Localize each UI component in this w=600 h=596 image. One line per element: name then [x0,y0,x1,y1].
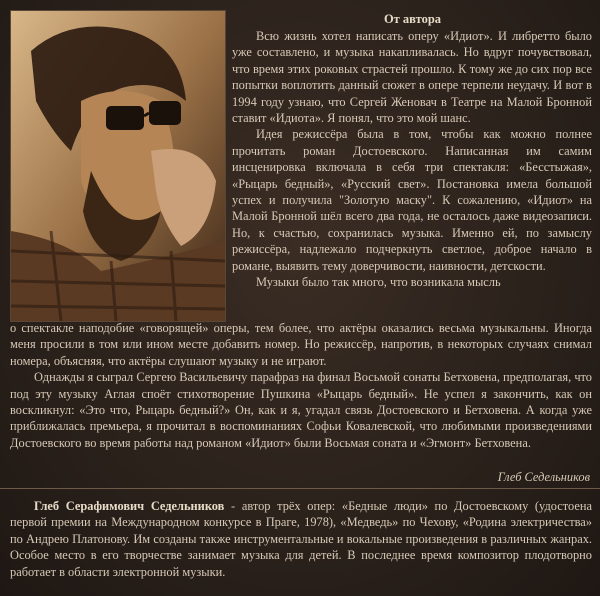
section-title: От автора [383,12,442,26]
full-width-text [10,320,592,451]
composer-bio [10,498,592,580]
paragraph-3-continued: о спектакле наподобие «говорящей» оперы, тем более, что актёры оказались весьма музыкальны. Иногда меня просили в том или ином месте добавить номер. Но режиссёр, напротив, в некоторых случаях снимал номера, объясняя, что актёры слушают музыку и не играют. [10,321,592,368]
divider [0,488,600,489]
author-signature: Глеб Седельников [497,470,590,484]
author-portrait-image [11,11,225,321]
paragraph-2: Идея режиссёра была в том, чтобы как можно полнее прочитать роман Достоевского. Написанная им самим инсценировка включала в себя три спектакля: «Бесстыжая», «Рыцарь бедный», «Русский свет». Постановка имела большой успех и получила "Золотую маску". К сожалению, «Идиот» на Малой Бронной шёл всего два года, не осталось даже видеозаписи. Но, к счастью, сохранилась музыка. Именно ей, по замыслу режиссёра, надлежало подчеркнуть светлое, доброе начало в романе, выявить тему доверчивости, наивности, детскости. [232,127,592,273]
author-photo [10,10,226,322]
paragraph-3-start: Музыки было так много, что возникала мысль [256,275,501,290]
bio-name: Глеб Серафимович Седельников [34,499,225,513]
bio-text: - автор трёх опер: «Бедные люди» по Достоевскому (удостоена первой премии на Международном конкурсе в Праге, 1978), «Медведь» по Чехову, «Родина электричества» по Андрею Платонову. Им созданы также инструментальные и вокальные произведения в различных жанрах. Особое место в его творчестве занимает музыка для детей. В последнее время композитор плодотворно работает в области электронной музыки. [10,499,592,579]
right-column-text [232,28,592,291]
paragraph-4: Однажды я сыграл Сергею Васильевичу парафраз на финал Восьмой сонаты Бетховена, предполагая, что под эту музыку Аглая споёт стихотворение Пушкина «Рыцарь бедный». Не успел я закончить, как он воскликнул: «Это что, Рыцарь бедный?» Он, как и я, угадал связь Достоевского и Бетховена. А когда уже приближалась премьера, я прочитал в воспоминаниях Софьи Ковалевской, что любимыми произведениями Достоевского во время работы над романом «Идиот» были Восьмая соната и «Эгмонт» Бетховена. [10,370,592,450]
paragraph-1: Всю жизнь хотел написать оперу «Идиот». И либретто было уже составлено, и музыка накапливалась. Но вдруг почувствовал, что время этих роковых страстей прошло. К тому же до сих пор все попытки воплотить данный сюжет в опере терпели неудачу. И вот в 1994 году узнаю, что Сергей Женовач в Театре на Малой Бронной ставит «Идиота». Я понял, что это мой шанс. [232,29,592,126]
